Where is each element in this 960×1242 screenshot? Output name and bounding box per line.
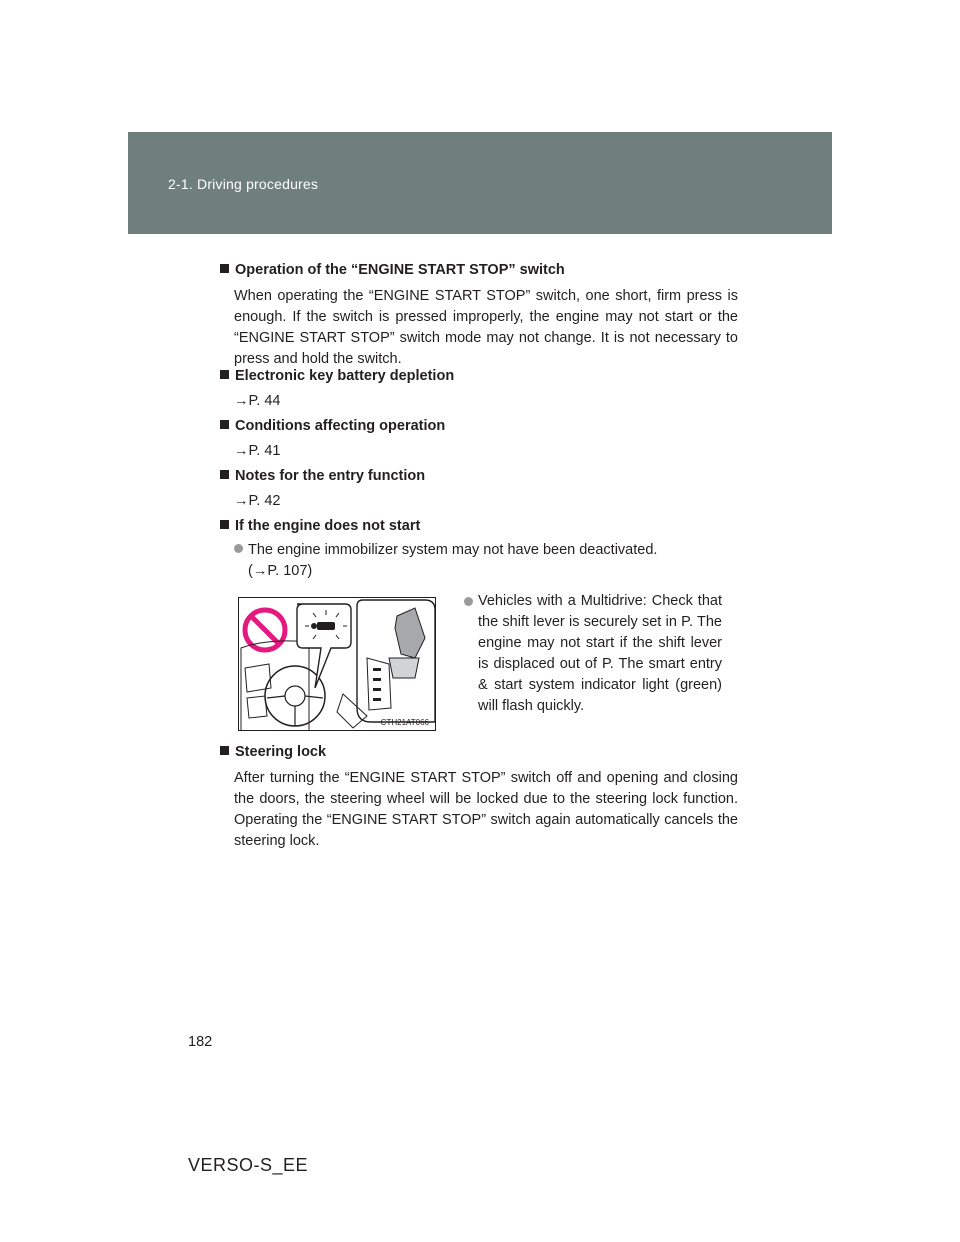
- heading-text: Operation of the “ENGINE START STOP” switch: [235, 262, 565, 278]
- heading-entry: [220, 468, 425, 484]
- heading-text: If the engine does not start: [235, 518, 421, 534]
- bullet-reference: (→P. 107): [248, 563, 313, 579]
- chapter-title: 2-1. Driving procedures: [168, 176, 319, 192]
- steering-wheel-icon: [265, 666, 325, 726]
- heading-text: Notes for the entry function: [235, 468, 426, 484]
- square-bullet-icon: [220, 520, 229, 529]
- bullet-text: Vehicles with a Multidrive: Check that the shift lever is securely set in P. The engine may not start if the shift lever is displaced out of P. The smart entry & start system indicator light (green) will flash quickly.: [478, 593, 722, 714]
- paragraph-operation: When operating the “ENGINE START STOP” switch, one short, firm press is enough. If the switch is pressed improperly, the engine may not start or the “ENGINE START STOP” switch mode may not change. It is not necessary to press and hold the switch.: [234, 288, 738, 367]
- square-bullet-icon: [220, 470, 229, 479]
- reference-battery: →P. 44: [234, 393, 281, 409]
- bullet-text: The engine immobilizer system may not have been deactivated.: [248, 542, 658, 558]
- heading-battery: [220, 368, 454, 384]
- square-bullet-icon: [220, 746, 229, 755]
- shift-lever-icon: [337, 600, 435, 728]
- round-bullet-icon: [234, 544, 243, 553]
- square-bullet-icon: [220, 264, 229, 273]
- paragraph-steering: After turning the “ENGINE START STOP” switch off and opening and closing the doors, the steering wheel will be locked due to the steering lock function. Operating the “ENGINE START STOP” switch again automatically cancels the steering lock.: [234, 770, 738, 849]
- reference-entry: →P. 42: [234, 493, 281, 509]
- document-code: VERSO-S_EE: [188, 1155, 309, 1175]
- bullet-immobilizer: [234, 540, 704, 582]
- page-number: 182: [188, 1034, 213, 1050]
- illustration-shift-lever: [238, 597, 436, 731]
- heading-conditions: [220, 418, 445, 434]
- heading-not-start: [220, 518, 420, 534]
- square-bullet-icon: [220, 420, 229, 429]
- car-interior-illustration: [239, 598, 436, 731]
- round-bullet-icon: [464, 597, 473, 606]
- indicator-bubble-icon: [297, 604, 351, 688]
- bullet-multidrive: [464, 591, 722, 717]
- heading-text: Electronic key battery depletion: [235, 368, 455, 384]
- illustration-code: CTH21AT066: [380, 718, 429, 727]
- heading-steering: [220, 744, 326, 760]
- heading-text: Steering lock: [235, 744, 327, 760]
- heading-operation: [220, 262, 565, 278]
- heading-text: Conditions affecting operation: [235, 418, 446, 434]
- square-bullet-icon: [220, 370, 229, 379]
- prohibition-icon: [245, 610, 285, 650]
- reference-conditions: →P. 41: [234, 443, 281, 459]
